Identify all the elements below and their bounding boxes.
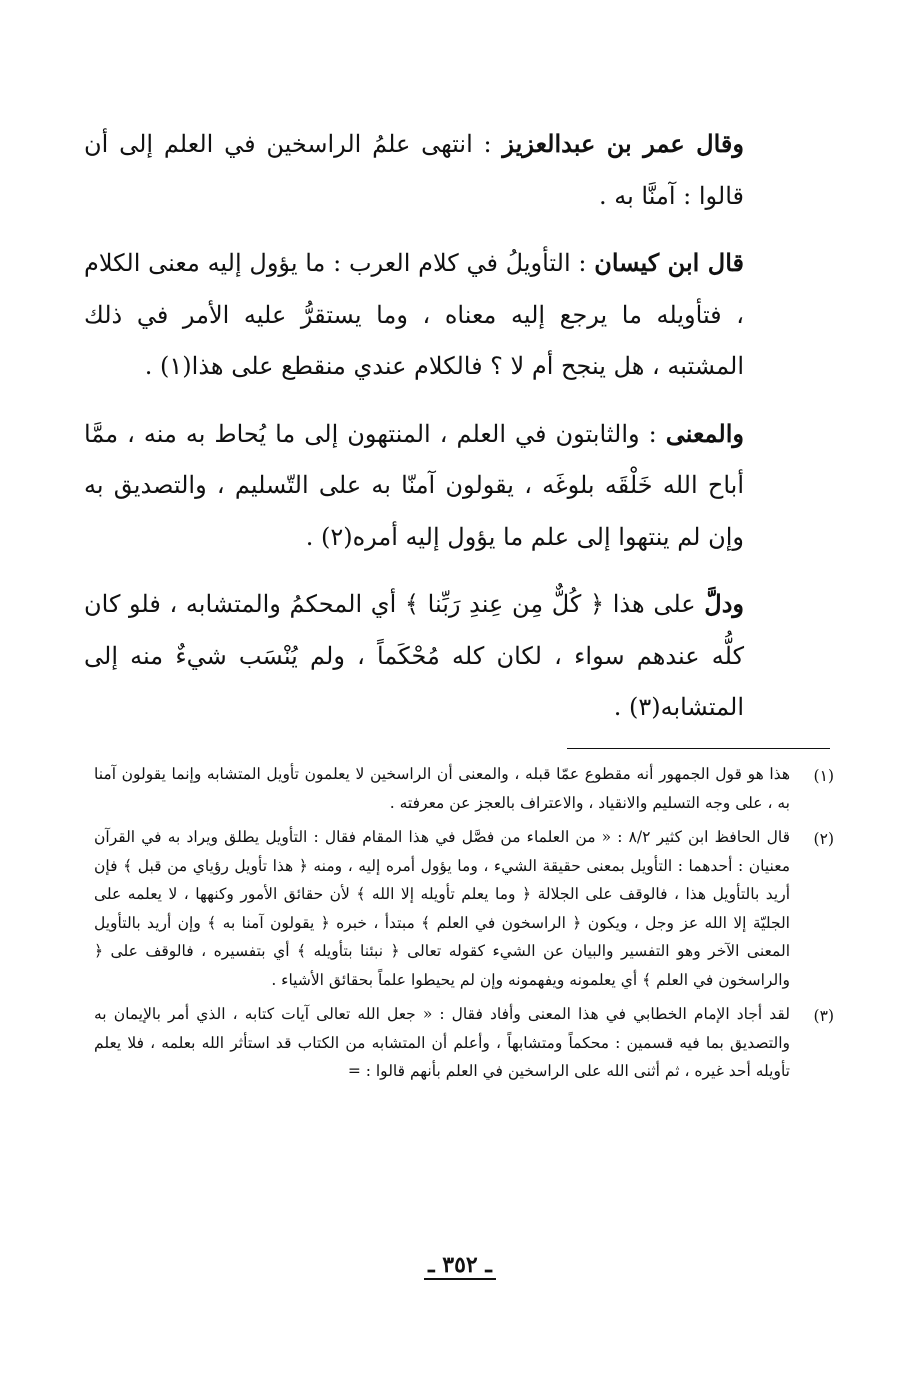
footnotes-block	[94, 760, 834, 1092]
footnote-number: (٣)	[813, 1007, 834, 1025]
paragraph-3	[84, 408, 744, 564]
paragraph-2	[84, 237, 744, 393]
footnote-text: هذا هو قول الجمهور أنه مقطوع عمّا قبله ، والمعنى أن الراسخين لا يعلمون تأويل المتشابه وإنما يقولون آمنا به ، على وجه التسليم والانقياد ، والاعتراف بالعجز عن معرفته .	[94, 765, 790, 812]
footnote-2	[94, 823, 834, 994]
paragraph-text: على هذا ﴿ كُلٌّ مِن عِندِ رَبِّنا ﴾ أي المحكمُ والمتشابه ، فلو كان كلُّه عندهم سواء ، لكان كله مُحْكَماً ، ولم يُنْسَب شيءٌ منه إلى المتشابه(٣) .	[84, 590, 744, 721]
paragraph-lead: قال ابن كيسان	[594, 248, 744, 277]
paragraph-text: : والثابتون في العلم ، المنتهون إلى ما يُحاط به منه ، ممَّا أباح الله خَلْقَه بلوغَه ، يقولون آمنّا به على التّسليم ، والتصديق به وإن لم ينتهوا إلى علم ما يؤول إليه أمره(٢) .	[84, 419, 744, 551]
paragraph-lead: وقال عمر بن عبدالعزيز	[502, 129, 744, 158]
footnote-text: قال الحافظ ابن كثير ٨/٢ : « من العلماء من فصَّل في هذا المقام فقال : التأويل يطلق ويراد به في القرآن معنيان : أحدهما : التأويل بمعنى حقيقة الشيء ، وما يؤول أمره إليه ، ومنه ﴿ هذا تأويل رؤياي من قبل ﴾ فإن أريد بالتأويل هذا ، فالوقف على الجلالة ﴿ وما يعلم تأويله إلا الله ﴾ لأن حقائق الأمور وكنهها ، لا يعلمه على الجليّة إلا الله عز وجل ، ويكون ﴿ الراسخون في العلم ﴾ مبتدأ ، خبره ﴿ يقولون آمنا به ﴾ وإن أريد بالتأويل المعنى الآخر وهو التفسير والبيان عن الشيء كقوله تعالى ﴿ نبئنا بتأويله ﴾ أي بتفسيره ، فالوقف على ﴿ والراسخون في العلم ﴾ أي يعلمونه ويفهمونه وإن لم يحيطوا علماً بحقائق الأشياء .	[94, 828, 790, 989]
footnote-number: (٢)	[813, 830, 834, 848]
footnote-number: (١)	[813, 767, 834, 785]
paragraph-lead: والمعنى	[665, 418, 744, 448]
footnote-1	[94, 760, 834, 817]
footnote-3	[94, 1000, 834, 1086]
paragraph-1	[84, 118, 744, 222]
page-number	[0, 1252, 920, 1278]
page-number-label: ـ ٣٥٢ ـ	[424, 1252, 496, 1280]
footnote-text: لقد أجاد الإمام الخطابي في هذا المعنى وأفاد فقال : « جعل الله تعالى آيات كتابه ، الذي أمر بالإيمان به والتصديق بما فيه قسمين : محكماً ومتشابهاً ، وأعلم أن المتشابه من الكتاب قد استأثر الله بعلمه ، فلا يعلم تأويله أحد غيره ، ثم أثنى الله على الراسخين في العلم بأنهم قالوا : =	[94, 1005, 790, 1080]
main-text-block	[84, 118, 744, 734]
paragraph-4	[84, 578, 744, 734]
paragraph-text: : انتهى علمُ الراسخين في العلم إلى أن قالوا : آمنَّا به .	[84, 130, 744, 210]
paragraph-text: : التأويلُ في كلام العرب : ما يؤول إليه معنى الكلام ، فتأويله ما يرجع إليه معناه ، وما يستقرُّ عليه الأمر في ذلك المشتبه ، هل ينجح أم لا ؟ فالكلام عندي منقطع على هذا(١) .	[84, 249, 744, 380]
footnote-divider	[567, 748, 830, 749]
paragraph-lead: ودلَّ	[704, 589, 744, 618]
